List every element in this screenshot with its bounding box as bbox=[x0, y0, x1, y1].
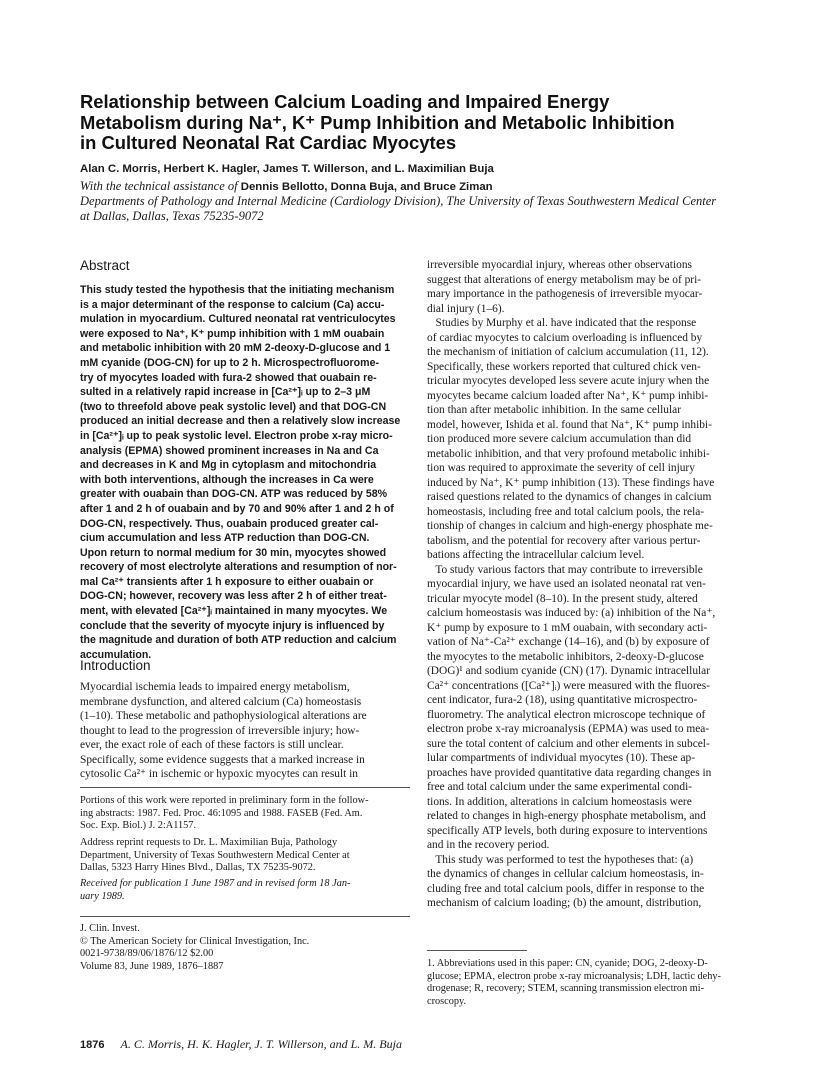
abstract-line: Upon return to normal medium for 30 min, myocytes showed bbox=[80, 546, 387, 559]
body-line: Ca²⁺ concentrations ([Ca²⁺]ᵢ) were measured with the fluores- bbox=[427, 679, 710, 692]
affiliation-line: Departments of Pathology and Internal Medicine (Cardiology Division), The University of Texas Southwestern Medical Center bbox=[80, 194, 717, 208]
affiliation-line: at Dallas, Dallas, Texas 75235-9072 bbox=[80, 208, 264, 223]
page-footer bbox=[80, 1035, 402, 1053]
preliminary-note bbox=[80, 795, 369, 833]
abstract-line: analysis (EPMA) showed prominent increases in Na and Ca bbox=[80, 444, 379, 457]
preliminary-line: Soc. Exp. Biol.) J. 2:A1157. bbox=[80, 820, 197, 832]
body-line: mechanism of calcium loading; (b) the amount, distribution, bbox=[427, 897, 702, 909]
abstract-line: recovery of most electrolyte alterations and resumption of nor- bbox=[80, 561, 397, 574]
body-line: cluding free and total calcium pools, differ in response to the bbox=[427, 882, 705, 895]
title-line: in Cultured Neonatal Rat Cardiac Myocytes bbox=[80, 132, 457, 153]
body-line: raised questions related to the dynamics of changes in calcium bbox=[427, 491, 712, 503]
abstract-line: mulation in myocardium. Cultured neonatal rat ventriculocytes bbox=[80, 313, 396, 326]
body-line: free and total calcium under the same experimental condi- bbox=[427, 781, 693, 793]
publication-line: © The American Society for Clinical Investigation, Inc. bbox=[80, 935, 310, 947]
body-line: This study was performed to test the hypotheses that: (a) bbox=[427, 853, 694, 866]
body-line: mary importance in the pathogenesis of irreversible myocar- bbox=[427, 288, 703, 300]
body-line: tionship of changes in calcium and high-energy phosphate me- bbox=[427, 520, 713, 532]
abstract-line: DOG-CN; however, recovery was less after 2 h of either treat- bbox=[80, 590, 387, 603]
abstract-line: and decreases in K and Mg in cytoplasm and mitochondria bbox=[80, 459, 377, 472]
body-line: (DOG)¹ and sodium cyanide (CN) (17). Dynamic intracellular bbox=[427, 665, 711, 677]
body-line: of cardiac myocytes to calcium overloading is influenced by bbox=[427, 331, 703, 344]
introduction-body bbox=[80, 680, 410, 782]
abbreviations-footnote bbox=[427, 958, 721, 1009]
abstract-heading: Abstract bbox=[80, 258, 130, 273]
body-line: model, however, Ishida et al. found that Na⁺, K⁺ pump inhibi- bbox=[427, 418, 712, 431]
title-line: Relationship between Calcium Loading and Impaired Energy bbox=[80, 91, 610, 112]
abstract-line: the magnitude and duration of both ATP reduction and calcium bbox=[80, 634, 397, 647]
assistance-names: Dennis Bellotto, Donna Buja, and Bruce Ziman bbox=[240, 181, 493, 193]
abstract-line: cium accumulation and less ATP reduction than DOG-CN. bbox=[80, 532, 370, 545]
preliminary-line: ing abstracts: 1987. Fed. Proc. 46:1095 and 1988. FASEB (Fed. Am. bbox=[80, 807, 363, 819]
body-line: dial injury (1–6). bbox=[427, 302, 505, 315]
intro-line: Myocardial ischemia leads to impaired energy metabolism, bbox=[80, 681, 350, 693]
intro-line: ever, the exact role of each of these factors is still unclear. bbox=[80, 739, 344, 751]
body-line: K⁺ pump by exposure to 1 mM ouabain, with secondary acti- bbox=[427, 621, 708, 634]
intro-line: Specifically, some evidence suggests that a marked increase in bbox=[80, 753, 365, 766]
received-line: Received for publication 1 June 1987 and in revised form 18 Jan- bbox=[80, 878, 351, 889]
abstract-line: in [Ca²⁺]ᵢ up to peak systolic level. Electron probe x-ray micro- bbox=[80, 429, 393, 442]
abstract-line: conclude that the severity of myocyte injury is influenced by bbox=[80, 619, 385, 632]
publication-line: 0021-9738/89/06/1876/12 $2.00 bbox=[80, 948, 214, 960]
body-line: tions. In addition, alterations in calcium homeostasis were bbox=[427, 795, 692, 808]
right-column-body bbox=[427, 258, 757, 911]
intro-line: thought to lead to the progression of irreversible injury; how- bbox=[80, 724, 360, 737]
affiliation bbox=[80, 194, 740, 223]
body-line: tricular myocyte model (8–10). In the present study, altered bbox=[427, 592, 698, 605]
publication-line: Volume 83, June 1989, 1876–1887 bbox=[80, 961, 224, 973]
publication-divider bbox=[80, 916, 410, 917]
abstract-body bbox=[80, 283, 410, 662]
body-line: induced by Na⁺, K⁺ pump inhibition (13). These findings have bbox=[427, 476, 715, 489]
body-line: the mechanism of initiation of calcium accumulation (11, 12). bbox=[427, 346, 709, 358]
abstract-line: were exposed to Na⁺, K⁺ pump inhibition with 1 mM ouabain bbox=[80, 327, 385, 340]
abbrev-line: 1. Abbreviations used in this paper: CN, cyanide; DOG, 2-deoxy-D- bbox=[427, 958, 708, 969]
publication-line: J. Clin. Invest. bbox=[80, 923, 140, 934]
page-number: 1876 bbox=[80, 1039, 105, 1051]
body-line: the myocytes to the metabolic inhibitors, 2-deoxy-D-glucose bbox=[427, 650, 704, 663]
publication-info bbox=[80, 923, 309, 974]
abstract-line: greater with ouabain than DOG-CN. ATP was reduced by 58% bbox=[80, 488, 388, 501]
abbrev-line: glucose; EPMA, electron probe x-ray microanalysis; LDH, lactic dehy- bbox=[427, 970, 721, 982]
intro-line: (1–10). These metabolic and pathophysiological alterations are bbox=[80, 710, 367, 722]
body-line: myocytes became calcium loaded after Na⁺, K⁺ pump inhibi- bbox=[427, 389, 709, 402]
body-line: homeostasis, including free and total calcium pools, the rela- bbox=[427, 505, 705, 518]
body-line: To study various factors that may contribute to irreversible bbox=[427, 563, 703, 576]
right-column bbox=[427, 258, 757, 911]
article-title bbox=[80, 92, 680, 154]
body-line: lular compartments of individual myocytes (10). These ap- bbox=[427, 752, 696, 764]
footnote-divider bbox=[80, 787, 410, 788]
body-line: tion produced more severe calcium accumulation than did bbox=[427, 433, 692, 445]
abstract-line: mM cyanide (DOG-CN) for up to 2 h. Microspectrofluorome- bbox=[80, 356, 379, 369]
body-line: bations affecting the intracellular calcium level. bbox=[427, 549, 645, 561]
received-dates bbox=[80, 878, 350, 903]
abstract-line: (two to threefold above peak systolic level) and that DOG-CN bbox=[80, 400, 387, 413]
reprint-line: Dallas, 5323 Harry Hines Blvd., Dallas, TX 75235-9072. bbox=[80, 862, 316, 874]
assistance-prefix: With the technical assistance of bbox=[80, 179, 241, 193]
running-authors: A. C. Morris, H. K. Hagler, J. T. Willerson, and L. M. Buja bbox=[120, 1037, 402, 1051]
received-line: uary 1989. bbox=[80, 890, 125, 902]
body-line: irreversible myocardial injury, whereas other observations bbox=[427, 259, 692, 271]
abstract-line: produced an initial decrease and then a relatively slow increase bbox=[80, 415, 401, 428]
body-line: metabolic inhibition, and that very profound metabolic inhibi- bbox=[427, 447, 710, 460]
abstract-line: DOG-CN, respectively. Thus, ouabain produced greater cal- bbox=[80, 517, 379, 530]
body-line: calcium homeostasis was induced by: (a) inhibition of the Na⁺, bbox=[427, 607, 716, 619]
body-line: fluorometry. The analytical electron microscope technique of bbox=[427, 708, 706, 721]
abbrev-line: croscopy. bbox=[427, 996, 467, 1008]
author-list: Alan C. Morris, Herbert K. Hagler, James T. Willerson, and L. Maximilian Buja bbox=[80, 163, 494, 175]
intro-line: membrane dysfunction, and altered calcium (Ca) homeostasis bbox=[80, 695, 362, 708]
abstract-line: and metabolic inhibition with 20 mM 2-deoxy-D-glucose and 1 bbox=[80, 342, 391, 355]
abstract-line: is a major determinant of the response to calcium (Ca) accu- bbox=[80, 298, 385, 311]
body-line: related to changes in high-energy phosphate metabolism, and bbox=[427, 810, 706, 822]
body-line: specifically ATP levels, both during exposure to interventions bbox=[427, 824, 708, 837]
body-line: Specifically, these workers reported that cultured chick ven- bbox=[427, 360, 701, 373]
abstract-section bbox=[80, 258, 410, 662]
reprint-line: Department, University of Texas Southwestern Medical Center at bbox=[80, 849, 350, 861]
technical-assistance bbox=[80, 179, 493, 194]
body-line: tricular myocytes developed less severe acute injury when the bbox=[427, 375, 710, 387]
body-line: tion was required to approximate the severity of cell injury bbox=[427, 462, 695, 474]
body-line: tion than after metabolic inhibition. In the same cellular bbox=[427, 404, 681, 416]
body-line: the dynamics of changes in cellular calcium homeostasis, in- bbox=[427, 868, 704, 880]
body-line: cent indicator, fura-2 (18), using quantitative microspectro- bbox=[427, 694, 698, 706]
body-line: electron probe x-ray microanalysis (EPMA) was used to mea- bbox=[427, 723, 710, 735]
abstract-line: sulted in a relatively rapid increase in [Ca²⁺]ᵢ up to 2–3 μM bbox=[80, 386, 371, 399]
body-line: sure the total content of calcium and other elements in subcel- bbox=[427, 737, 710, 750]
abstract-line: after 1 and 2 h of ouabain and by 70 and 90% after 1 and 2 h of bbox=[80, 502, 394, 515]
abstract-line: ment, with elevated [Ca²⁺]ᵢ maintained in many myocytes. We bbox=[80, 605, 388, 618]
introduction-heading: Introduction bbox=[80, 658, 151, 673]
abstract-line: try of myocytes loaded with fura-2 showed that ouabain re- bbox=[80, 371, 377, 384]
body-line: Studies by Murphy et al. have indicated that the response bbox=[427, 317, 697, 329]
preliminary-line: Portions of this work were reported in preliminary form in the follow- bbox=[80, 795, 369, 806]
body-line: vation of Na⁺-Ca²⁺ exchange (14–16), and (b) by exposure of bbox=[427, 636, 710, 648]
body-line: suggest that alterations of energy metabolism may be of pri- bbox=[427, 273, 702, 286]
abstract-line: with both interventions, although the increases in Ca were bbox=[80, 473, 374, 486]
abbrev-line: drogenase; R, recovery; STEM, scanning transmission electron mi- bbox=[427, 983, 705, 995]
abbrev-divider bbox=[427, 950, 527, 951]
reprint-requests bbox=[80, 837, 350, 875]
body-line: and in the recovery period. bbox=[427, 839, 550, 851]
abstract-line: accumulation. bbox=[80, 648, 152, 661]
abstract-line: This study tested the hypothesis that the initiating mechanism bbox=[80, 284, 395, 296]
abstract-line: mal Ca²⁺ transients after 1 h exposure to either ouabain or bbox=[80, 575, 374, 588]
title-line: Metabolism during Na⁺, K⁺ Pump Inhibition and Metabolic Inhibition bbox=[80, 111, 675, 133]
body-line: myocardial injury, we have used an isolated neonatal rat ven- bbox=[427, 578, 706, 590]
body-line: proaches have provided quantitative data regarding changes in bbox=[427, 766, 712, 779]
body-line: tabolism, and the potential for recovery after various pertur- bbox=[427, 534, 701, 547]
intro-line: cytosolic Ca²⁺ in ischemic or hypoxic myocytes can result in bbox=[80, 768, 358, 780]
reprint-line: Address reprint requests to Dr. L. Maximilian Buja, Pathology bbox=[80, 837, 338, 848]
